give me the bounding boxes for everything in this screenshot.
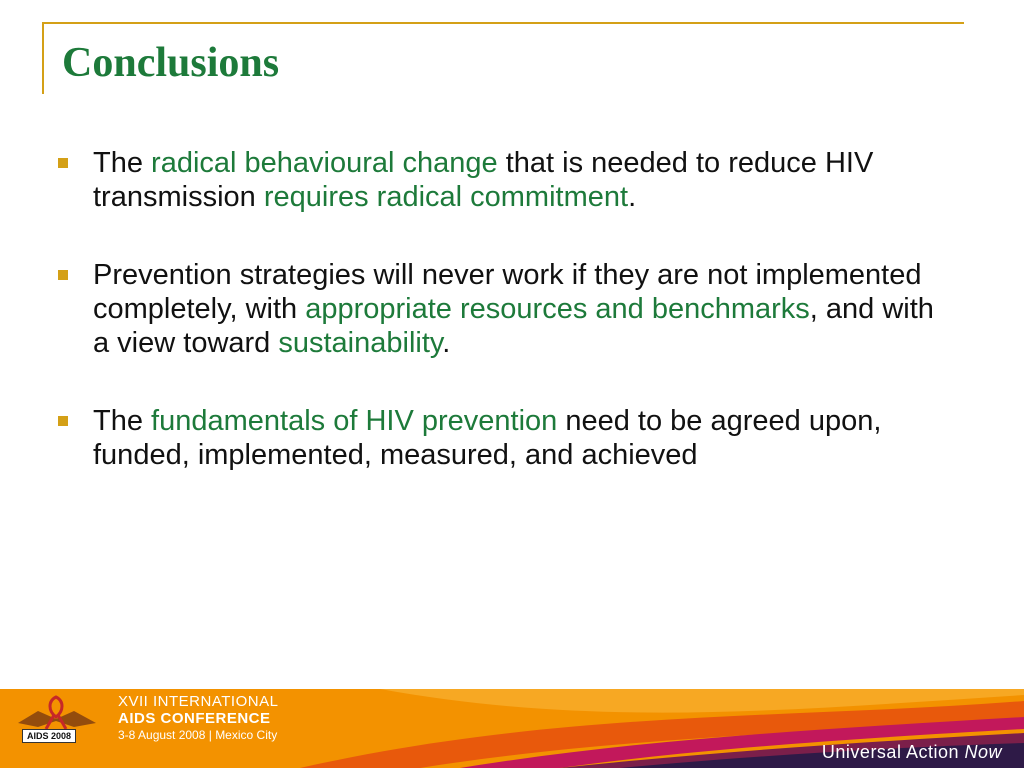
tagline-emphasis: Now	[964, 742, 1002, 762]
bullet-list	[58, 146, 958, 516]
conference-line-3: 3-8 August 2008 | Mexico City	[118, 728, 278, 742]
bullet-item-3	[58, 404, 958, 472]
bullet-3-text: The fundamentals of HIV prevention need to be agreed upon, funded, implemented, measured, and achieved	[93, 405, 882, 471]
logo-badge: AIDS 2008	[22, 729, 76, 743]
bullet-2-text: Prevention strategies will never work if they are not implemented completely, with appropriate resources and benchmarks, and with a view toward sustainability.	[93, 259, 934, 359]
title-frame-left-line	[42, 22, 44, 94]
bullet-item-1	[58, 146, 958, 214]
highlight-phrase: appropriate resources and benchmarks	[305, 293, 810, 325]
highlight-phrase: sustainability	[278, 327, 443, 359]
slide-title: Conclusions	[62, 40, 280, 86]
conference-line-1: XVII INTERNATIONAL	[118, 693, 279, 710]
bullet-item-2	[58, 258, 958, 360]
square-bullet-icon	[58, 158, 68, 168]
conference-banner	[0, 689, 1024, 768]
square-bullet-icon	[58, 416, 68, 426]
tagline: Universal Action Now	[821, 742, 1002, 762]
title-frame-top-line	[42, 22, 964, 24]
ribbon-logo-icon	[8, 693, 104, 741]
square-bullet-icon	[58, 270, 68, 280]
highlight-phrase: fundamentals of HIV prevention	[151, 405, 558, 437]
conference-text	[118, 693, 278, 743]
bullet-1-text: The radical behavioural change that is needed to reduce HIV transmission requires radical commitment.	[93, 147, 874, 213]
conference-line-2: AIDS CONFERENCE	[118, 710, 271, 727]
highlight-phrase: radical behavioural change	[151, 147, 498, 179]
highlight-phrase: requires radical commitment	[263, 181, 629, 213]
